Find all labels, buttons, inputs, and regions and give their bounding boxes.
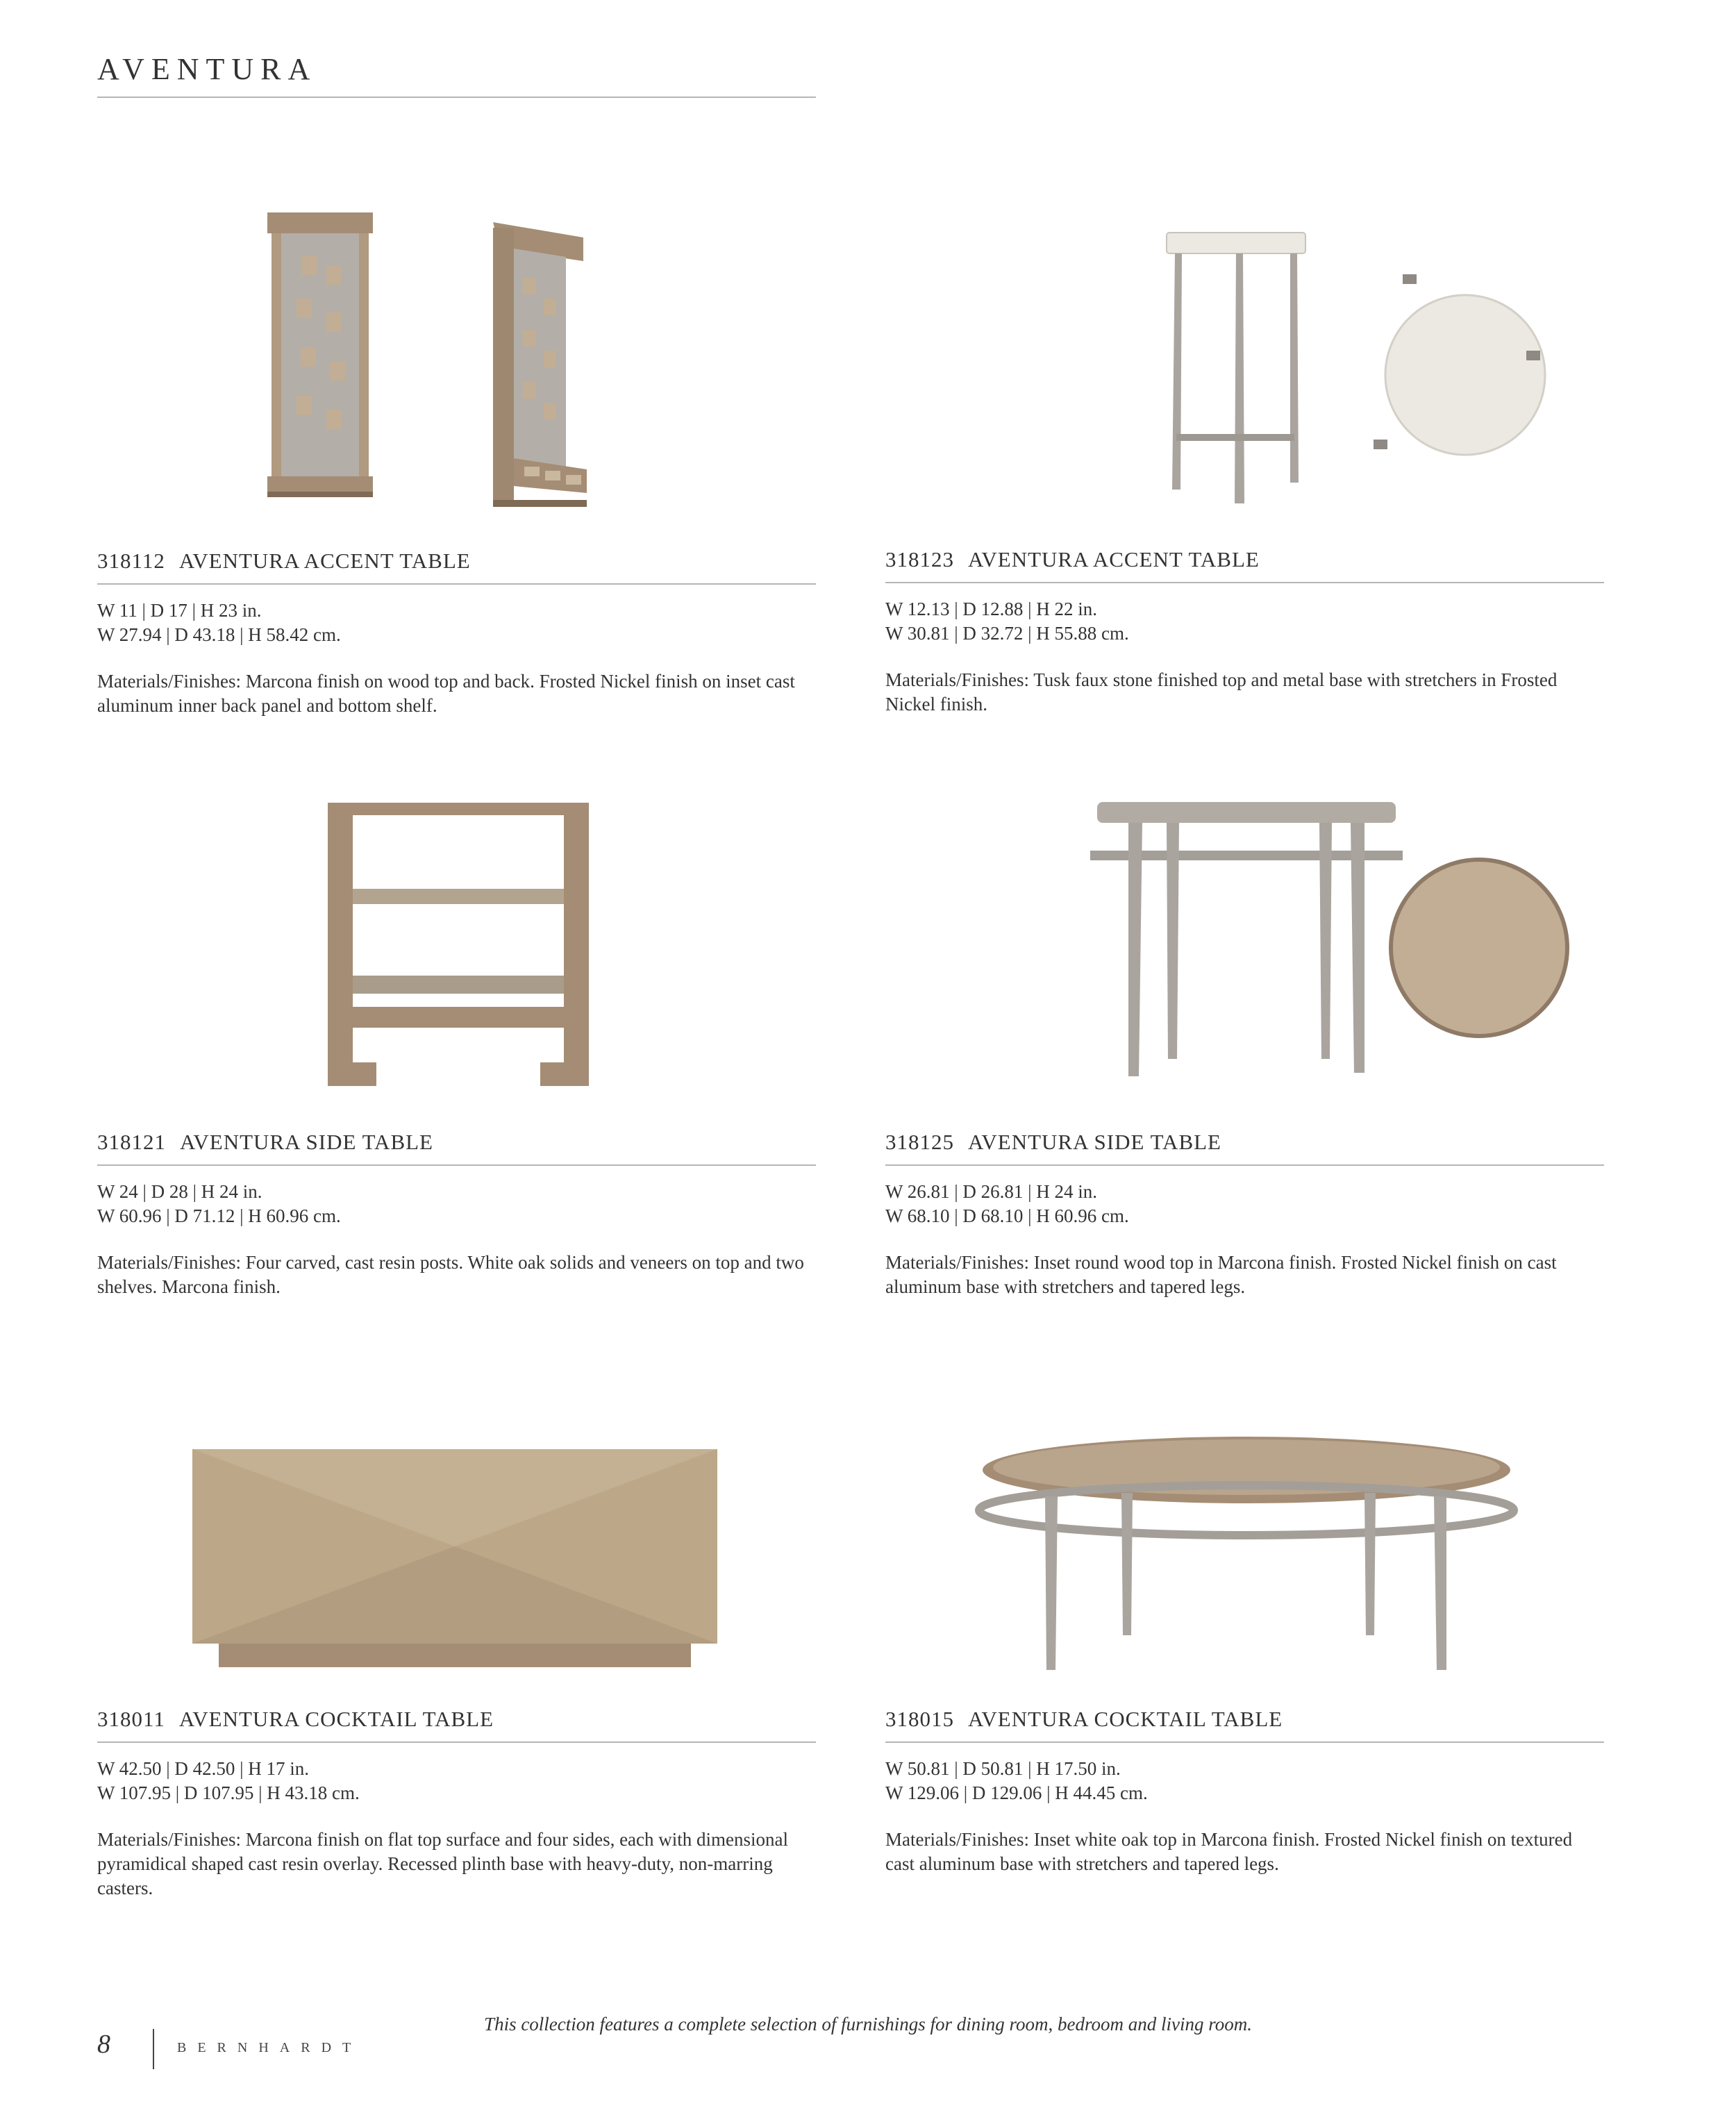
brand-logo: BERNHARDT: [177, 2040, 362, 2055]
product-318015: [885, 1707, 1604, 1876]
product-image-318112: [260, 208, 705, 514]
product-318123: [885, 547, 1604, 717]
product-sku: 318125: [885, 1130, 954, 1154]
product-sku: 318123: [885, 547, 954, 571]
product-title: [97, 1130, 816, 1166]
dimensions-cm: W 68.10 | D 68.10 | H 60.96 cm.: [885, 1205, 1129, 1226]
product-name: AVENTURA COCKTAIL TABLE: [968, 1707, 1283, 1731]
product-materials: Materials/Finishes: Marcona finish on wood top and back. Frosted Nickel finish on inset cast aluminum inner back panel and bottom shelf.: [97, 671, 795, 716]
product-318121: [97, 1130, 816, 1299]
product-318112: [97, 549, 816, 718]
page-number: 8: [97, 2030, 110, 2059]
dimensions-inches: W 26.81 | D 26.81 | H 24 in.: [885, 1181, 1098, 1202]
product-name: AVENTURA ACCENT TABLE: [968, 547, 1260, 571]
collection-title: AVENTURA: [97, 52, 317, 86]
product-name: AVENTURA SIDE TABLE: [180, 1130, 433, 1154]
product-title: [885, 1130, 1604, 1166]
product-sku: 318121: [97, 1130, 166, 1154]
dimensions-inches: W 12.13 | D 12.88 | H 22 in.: [885, 599, 1098, 619]
product-materials: Materials/Finishes: Marcona finish on flat top surface and four sides, each with dimensional pyramidical shaped cast resin overlay. Recessed plinth base with heavy-duty, non-marring casters.: [97, 1829, 789, 1898]
product-image-318125: [1090, 795, 1569, 1087]
product-dimensions: [885, 1757, 1604, 1805]
product-sku: 318112: [97, 549, 165, 573]
product-dimensions: [97, 1757, 816, 1805]
dimensions-cm: W 107.95 | D 107.95 | H 43.18 cm.: [97, 1782, 360, 1803]
dimensions-cm: W 129.06 | D 129.06 | H 44.45 cm.: [885, 1782, 1148, 1803]
product-materials: Materials/Finishes: Inset white oak top in Marcona finish. Frosted Nickel finish on textured cast aluminum base with stretchers and tapered legs.: [885, 1829, 1573, 1874]
product-sku: 318015: [885, 1707, 954, 1731]
product-name: AVENTURA ACCENT TABLE: [178, 549, 471, 573]
product-title: [885, 547, 1604, 583]
footer-note: This collection features a complete selection of furnishings for dining room, bedroom and living room.: [484, 2014, 1252, 2035]
title-divider: [97, 97, 816, 98]
dimensions-inches: W 50.81 | D 50.81 | H 17.50 in.: [885, 1758, 1121, 1779]
product-image-318015: [976, 1434, 1517, 1677]
product-dimensions: [885, 597, 1604, 646]
product-image-318121: [326, 799, 590, 1090]
product-dimensions: [97, 599, 816, 647]
product-image-318011: [191, 1448, 719, 1677]
product-materials: Materials/Finishes: Inset round wood top in Marcona finish. Frosted Nickel finish on cast aluminum base with stretchers and tapered legs.: [885, 1252, 1557, 1297]
product-sku: 318011: [97, 1707, 165, 1731]
dimensions-cm: W 27.94 | D 43.18 | H 58.42 cm.: [97, 624, 341, 645]
product-name: AVENTURA COCKTAIL TABLE: [178, 1707, 494, 1731]
product-title: [97, 549, 816, 585]
product-title: [885, 1707, 1604, 1743]
dimensions-cm: W 60.96 | D 71.12 | H 60.96 cm.: [97, 1205, 341, 1226]
product-318011: [97, 1707, 816, 1900]
dimensions-inches: W 11 | D 17 | H 23 in.: [97, 600, 262, 621]
product-title: [97, 1707, 816, 1743]
product-name: AVENTURA SIDE TABLE: [968, 1130, 1221, 1154]
product-dimensions: [885, 1180, 1604, 1228]
product-318125: [885, 1130, 1604, 1299]
footer-divider: [153, 2029, 154, 2069]
product-materials: Materials/Finishes: Tusk faux stone finished top and metal base with stretchers in Frosted Nickel finish.: [885, 669, 1558, 715]
dimensions-inches: W 24 | D 28 | H 24 in.: [97, 1181, 262, 1202]
dimensions-inches: W 42.50 | D 42.50 | H 17 in.: [97, 1758, 310, 1779]
product-image-318123: [1160, 226, 1549, 510]
product-dimensions: [97, 1180, 816, 1228]
product-materials: Materials/Finishes: Four carved, cast resin posts. White oak solids and veneers on top and two shelves. Marcona finish.: [97, 1252, 804, 1297]
dimensions-cm: W 30.81 | D 32.72 | H 55.88 cm.: [885, 623, 1129, 644]
